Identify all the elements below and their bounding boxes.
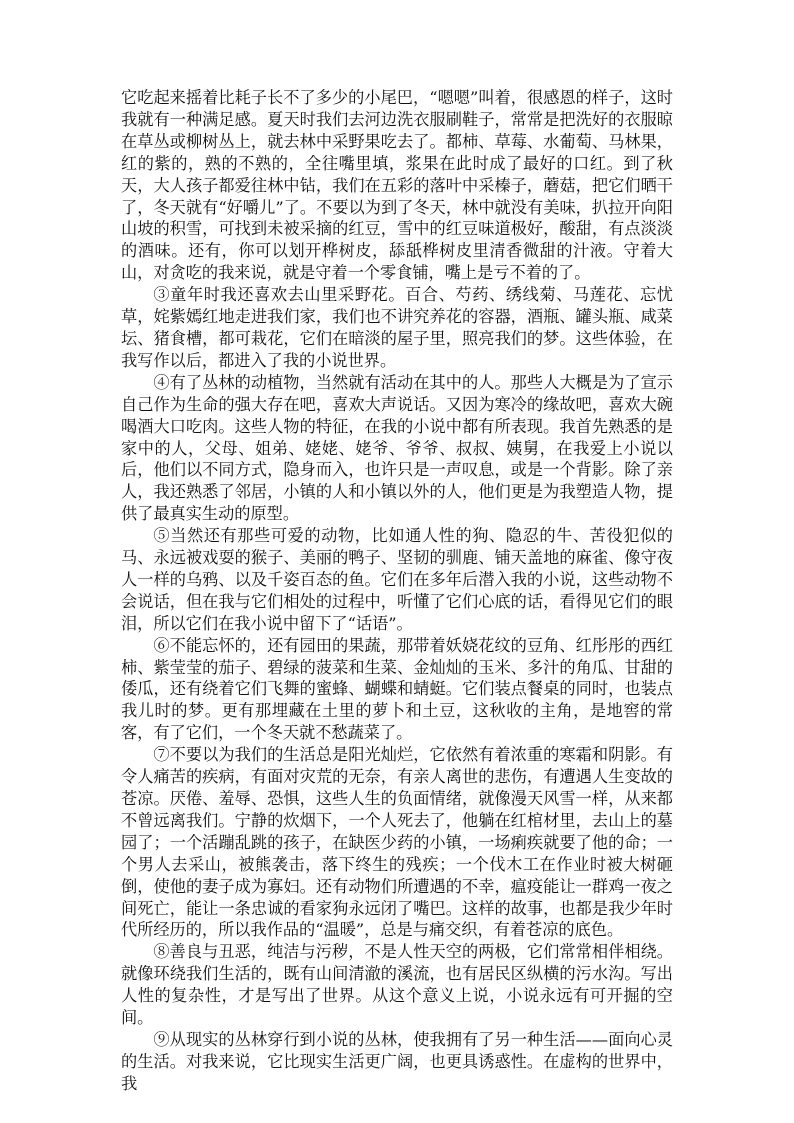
paragraph-3: ③童年时我还喜欢去山里采野花。百合、芍药、绣线菊、马莲花、忘忧草，姹紫嫣红地走进我们家，我们也不讲究养花的容器，酒瓶、罐头瓶、咸菜坛、猪食槽，都可栽花，它们在暗淡的屋子里，照亮我们的梦。这些体验，在我写作以后，都进入了我的小说世界。 [121, 285, 673, 370]
document-page [121, 87, 673, 1095]
paragraph-5: ⑤当然还有那些可爱的动物，比如通人性的狗、隐忍的牛、苦役犯似的马、永远被戏耍的猴子、美丽的鸭子、坚韧的驯鹿、铺天盖地的麻雀、像守夜人一样的乌鸦、以及千姿百态的鱼。它们在多年后潜入我的小说，这些动物不会说话，但在我与它们相处的过程中，听懂了它们心底的话，看得见它们的眼泪，所以它们在我小说中留下了“话语”。 [121, 526, 673, 633]
paragraph-9: ⑨从现实的丛林穿行到小说的丛林，使我拥有了另一种生活——面向心灵的生活。对我来说，它比现实生活更广阔，也更具诱惑性。在虚构的世界中，我 [121, 1029, 673, 1093]
paragraph-7: ⑦不要以为我们的生活总是阳光灿烂，它依然有着浓重的寒霜和阴影。有令人痛苦的疾病，有面对灾荒的无奈，有亲人离世的悲伤，有遭遇人生变故的苍凉。厌倦、羞辱、恐惧，这些人生的负面情绪，就像漫天风雪一样，从来都不曾远离我们。宁静的炊烟下，一个人死去了，他躺在红棺材里，去山上的墓园了；一个活蹦乱跳的孩子，在缺医少药的小镇，一场痢疾就要了他的命；一个男人去采山，被熊袭击，落下终生的残疾；一个伐木工在作业时被大树砸倒，使他的妻子成为寡妇。还有动物们所遭遇的不幸，瘟疫能让一群鸡一夜之间死亡，能让一条忠诚的看家狗永远闭了嘴巴。这样的故事，也都是我少年时代所经历的，所以我作品的“温暖”，总是与痛交织，有着苍凉的底色。 [121, 745, 673, 940]
paragraph-4: ④有了丛林的动植物，当然就有活动在其中的人。那些人大概是为了宣示自己作为生命的强大存在吧，喜欢大声说话。又因为寒冷的缘故吧，喜欢大碗喝酒大口吃肉。这些人物的特征，在我的小说中都有所表现。我首先熟悉的是家中的人，父母、姐弟、姥姥、姥爷、爷爷、叔叔、姨舅，在我爱上小说以后，他们以不同方式，隐身而入，也许只是一声叹息，或是一个背影。除了亲人，我还熟悉了邻居，小镇的人和小镇以外的人，他们更是为我塑造人物，提供了最真实生动的原型。 [121, 372, 673, 524]
paragraph-continued: 它吃起来摇着比耗子长不了多少的小尾巴，“嗯嗯”叫着，很感恩的样子，这时我就有一种满足感。夏天时我们去河边洗衣服刷鞋子，常常是把洗好的衣服晾在草丛或柳树丛上，就去林中采野果吃去了。都柿、草莓、水葡萄、马林果，红的紫的，熟的不熟的，全往嘴里填，浆果在此时成了最好的口红。到了秋天，大人孩子都爱往林中钻，我们在五彩的落叶中采榛子，蘑菇，把它们晒干了，冬天就有“好嚼儿”了。不要以为到了冬天，林中就没有美味，扒拉开向阳山坡的积雪，可找到未被采摘的红豆，雪中的红豆味道极好，酸甜，有点淡淡的酒味。还有，你可以划开桦树皮，舔舐桦树皮里清香微甜的汁液。守着大山，对贪吃的我来说，就是守着一个零食铺，嘴上是亏不着的了。 [121, 88, 673, 283]
paragraph-8: ⑧善良与丑恶，纯洁与污秽，不是人性天空的两极，它们常常相伴相绕。就像环绕我们生活的，既有山间清澈的溪流，也有居民区纵横的污水沟。写出人性的复杂性，才是写出了世界。从这个意义上说，小说永远有可开掘的空间。 [121, 942, 673, 1028]
paragraph-6: ⑥不能忘怀的，还有园田的果蔬，那带着妖娆花纹的豆角、红彤彤的西红柿、紫莹莹的茄子、碧绿的菠菜和生菜、金灿灿的玉米、多汁的角瓜、甘甜的倭瓜，还有绕着它们飞舞的蜜蜂、蝴蝶和蜻蜓。它们装点餐桌的同时，也装点我儿时的梦。更有那埋藏在土里的萝卜和土豆，这秋收的主角，是地窖的常客，有了它们，一个冬天就不愁蔬菜了。 [121, 635, 673, 743]
